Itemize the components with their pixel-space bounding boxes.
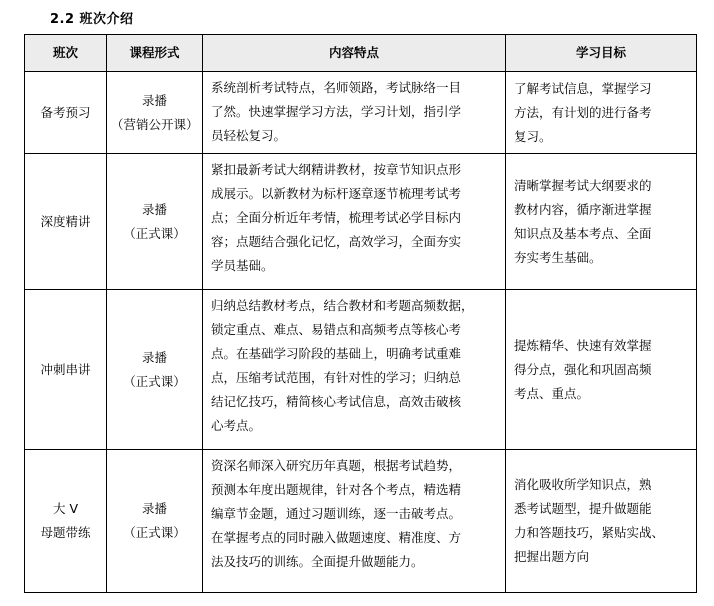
- cell-content-line: 心考点。: [211, 418, 262, 433]
- cell-content-line: 归纳总结教材考点，结合教材和考题高频数据，: [211, 298, 474, 313]
- cell-goal-line: 夯实考生基础。: [514, 249, 602, 265]
- header-class: 班次: [25, 35, 107, 72]
- cell-format: [107, 290, 203, 450]
- cell-class: [25, 290, 107, 450]
- cell-format-line: 录播: [141, 349, 167, 365]
- cell-goal-line: 悉考试题型，提升做题能: [514, 501, 652, 516]
- class-intro-table: [24, 34, 697, 593]
- cell-content-line: 点。在基础学习阶段的基础上，明确考试重难: [211, 346, 462, 361]
- cell-content-line: 员轻松复习。: [211, 128, 287, 143]
- cell-goal-line: 把握出题方向: [514, 549, 590, 564]
- cell-goal-line: 提炼精华、快速有效掌握: [514, 337, 652, 353]
- cell-goal-line: 了解考试信息，掌握学习: [514, 80, 652, 96]
- cell-content-line: 预测本年度出题规律，针对各个考点，精选精: [211, 482, 462, 497]
- cell-content: [203, 450, 506, 593]
- section-title: 2.2 班次介绍: [50, 12, 134, 27]
- cell-content-line: 锁定重点、难点、易错点和高频考点等核心考: [211, 322, 462, 337]
- cell-goal-line: 复习。: [514, 128, 552, 144]
- cell-format-line: 录播: [141, 501, 167, 516]
- cell-goal: [506, 154, 697, 290]
- header-goal: 学习目标: [506, 35, 697, 72]
- cell-goal-line: 力和答题技巧，紧贴实战、: [514, 525, 665, 540]
- cell-goal: [506, 290, 697, 450]
- cell-format: [107, 154, 203, 290]
- cell-content-line: 结记忆技巧，精简核心考试信息，高效击破核: [211, 394, 462, 409]
- cell-goal-line: 清晰掌握考试大纲要求的: [514, 177, 652, 193]
- cell-content-line: 在掌握考点的同时融入做题速度、精准度、方: [211, 530, 462, 545]
- table-row: [25, 450, 697, 593]
- header-content: 内容特点: [203, 35, 506, 72]
- cell-class: [25, 450, 107, 593]
- cell-content: [203, 154, 506, 290]
- cell-goal: [506, 450, 697, 593]
- cell-format-line: （营销公开课）: [111, 116, 199, 132]
- cell-class: [25, 72, 107, 154]
- cell-goal-line: 知识点及基本考点、全面: [514, 225, 652, 241]
- cell-format-line: 录播: [141, 201, 167, 217]
- table-row: [25, 290, 697, 450]
- table-row: [25, 72, 697, 154]
- cell-goal-line: 教材内容，循序渐进掌握: [514, 201, 652, 217]
- cell-class-line: 备考预习: [40, 104, 91, 120]
- cell-content-line: 资深名师深入研究历年真题，根据考试趋势，: [211, 458, 462, 473]
- cell-content-line: 成展示。以新教材为标杆逐章逐节梳理考试考: [211, 186, 462, 201]
- cell-content: [203, 72, 506, 154]
- cell-format-line: （正式课）: [123, 525, 186, 540]
- cell-content-line: 系统剖析考试特点，名师领路，考试脉络一目: [211, 80, 462, 95]
- cell-content: [203, 290, 506, 450]
- cell-content-line: 学员基础。: [211, 258, 274, 273]
- cell-goal-line: 考点、重点。: [514, 385, 590, 401]
- cell-content-line: 点，压缩考试范围，有针对性的学习；归纳总: [211, 370, 462, 385]
- cell-format: [107, 450, 203, 593]
- cell-format-line: 录播: [141, 92, 167, 108]
- table-body: [25, 72, 697, 593]
- cell-format-line: （正式课）: [123, 225, 186, 241]
- header-format: 课程形式: [107, 35, 203, 72]
- cell-goal-line: 方法，有计划的进行备考: [514, 104, 652, 120]
- cell-content-line: 点；全面分析近年考情，梳理考试必学目标内: [211, 210, 462, 225]
- cell-class-line: 深度精讲: [40, 213, 91, 229]
- cell-class-line: 大 V: [52, 501, 79, 516]
- cell-content-line: 法及技巧的训练。全面提升做题能力。: [211, 554, 424, 569]
- table-row: [25, 154, 697, 290]
- cell-format-line: （正式课）: [123, 373, 186, 389]
- cell-class: [25, 154, 107, 290]
- cell-goal-line: 消化吸收所学知识点，熟: [514, 477, 652, 492]
- cell-content-line: 了然。快速掌握学习方法，学习计划，指引学: [211, 104, 462, 119]
- cell-goal-line: 得分点，强化和巩固高频: [514, 361, 652, 377]
- cell-content-line: 紧扣最新考试大纲精讲教材，按章节知识点形: [211, 162, 462, 177]
- table-header-row: [25, 35, 697, 72]
- cell-format: [107, 72, 203, 154]
- cell-class-line: 母题带练: [40, 525, 91, 540]
- cell-content-line: 编章节金题，通过习题训练，逐一击破考点。: [211, 506, 462, 521]
- cell-class-line: 冲刺串讲: [40, 361, 91, 377]
- cell-content-line: 容；点题结合强化记忆，高效学习，全面夯实: [211, 234, 462, 249]
- cell-goal: [506, 72, 697, 154]
